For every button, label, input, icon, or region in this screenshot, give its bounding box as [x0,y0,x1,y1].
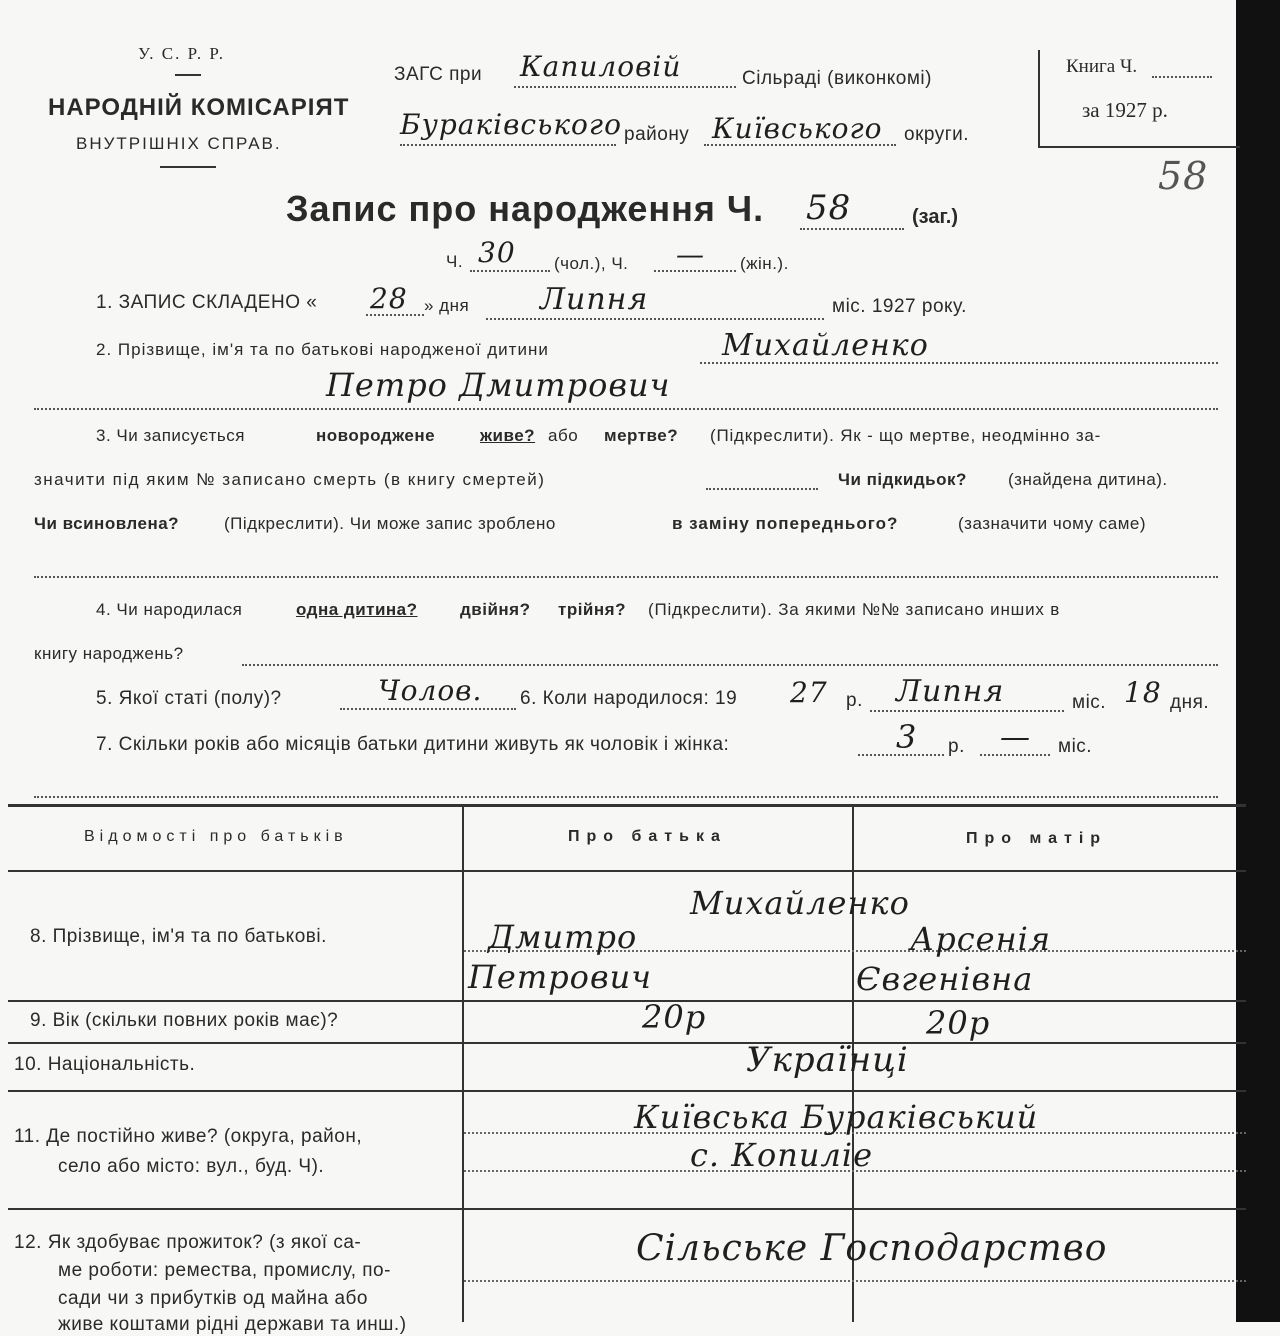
birth-month: Липня [896,674,1005,709]
item6-month-suffix: міс. [1072,692,1107,713]
female-dots [654,270,736,272]
page-number: 58 [1158,154,1209,198]
item3-l3-b: (Підкреслити). Чи може запис зроблено [224,514,556,533]
item3-l1-e: мертве? [604,426,679,445]
item7-years-dots [858,754,944,756]
birth-year: 27 [790,676,828,709]
female-number: — [676,238,705,271]
record-title-suffix: (заг.) [912,206,959,228]
mother-name: Арсенія [910,920,1052,958]
item5-dots [340,708,516,710]
item3-l2-b: Чи підкидьок? [838,470,967,489]
okrug-dots [704,144,896,146]
district-label: району [624,124,690,145]
table-top-rule [8,804,1246,807]
child-surname: Михайленко [722,328,929,363]
item4-dots [242,664,1218,666]
row9-rule [8,1042,1246,1044]
item3-dots [34,576,1218,578]
ussr-label: У. С. Р. Р. [138,44,226,63]
row12-inner-dots [464,1280,1246,1282]
marriage-months: — [1000,720,1031,755]
mother-patronymic: Євгенівна [856,960,1034,998]
mother-age: 20р [926,1004,991,1042]
district-value: Бураківського [400,108,622,141]
father-patronymic: Петрович [468,958,653,996]
row9-label: 9. Вік (скільки повних років має)? [30,1010,339,1031]
father-age: 20р [642,998,707,1036]
item4-l1-a: 4. Чи народилася [96,600,243,619]
item3-l1-b: новороджене [316,426,436,445]
item4-l1-d: трійня? [558,600,626,619]
item6-day-suffix: дня. [1170,692,1210,713]
record-number: 58 [806,188,852,228]
item3-l3-a: Чи всиновлена? [34,514,180,533]
item1-month: Липня [540,282,649,317]
item3-l2-dots [706,488,818,490]
row11-label-2: село або місто: вул., буд. Ч). [58,1156,325,1177]
item6-label: 6. Коли народилося: 19 [520,688,738,709]
item7-label: 7. Скільки років або місяців батьки дитини живуть як чоловік і жінка: [96,734,730,755]
item3-l1-d: або [548,426,579,445]
item6-year-suffix: р. [846,690,863,711]
item3-l1-a: 3. Чи записується [96,426,245,445]
department-label: ВНУТРІШНІХ СПРАВ. [76,134,282,153]
child-sex: Чолов. [378,674,483,707]
row8-rule [8,1000,1246,1002]
zags-suffix: Сільраді (виконкомі) [742,68,932,89]
book-label: Книга Ч. [1066,56,1138,77]
child-name: Петро Дмитрович [326,366,671,404]
scan-edge [1236,0,1280,1322]
row11-label-1: 11. Де постійно живе? (округа, район, [14,1126,363,1147]
row12-label-3: сади чи з прибутків од майна або [58,1288,368,1309]
item3-l2-a: значити під яким № записано смерть (в книгу смертей) [34,470,546,489]
item4-one-child: одна дитина? [296,600,418,619]
commissariat-label: НАРОДНІЙ КОМІСАРІЯТ [48,94,350,121]
item3-l2-c: (знайдена дитина). [1008,470,1168,489]
row11-rule [8,1208,1246,1210]
item7-months-dots [980,754,1050,756]
row10-rule [8,1090,1246,1092]
item7-months-suffix: міс. [1058,736,1093,757]
header-mother: Про матір [966,830,1108,847]
parents-surname: Михайленко [690,884,910,922]
row12-label-1: 12. Як здобуває прожиток? (з якої са- [14,1232,362,1253]
female-label: (жін.). [740,254,789,273]
row10-label: 10. Національність. [14,1054,196,1075]
item1-tail: міс. 1927 року. [832,296,967,317]
item5-label: 5. Якої статі (полу)? [96,688,282,709]
table-header-rule [8,870,1246,872]
item7-dots [34,796,1218,798]
item3-l3-d: (зазначити чому саме) [958,514,1147,533]
item4-l1-c: двійня? [460,600,531,619]
marriage-years: 3 [896,718,918,756]
header-father: Про батька [568,828,727,845]
nationality: Українці [746,1040,909,1080]
record-title: Запис про народження Ч. [286,188,765,229]
district-dots [400,144,616,146]
item4-l2: книгу народжень? [34,644,184,663]
record-number-dots [800,228,904,230]
zags-prefix: ЗАГС при [394,64,483,85]
residence-line-1: Київська Бураківський [634,1098,1039,1136]
item1-day-dots [366,314,424,316]
item2-label: 2. Прізвище, ім'я та по батькові народженої дитини [96,340,549,359]
zags-dots [514,86,736,88]
item3-l1-f: (Підкреслити). Як - що мертве, неодмінно за- [710,426,1102,445]
male-label: (чол.), Ч. [554,254,629,273]
male-number: 30 [478,236,516,269]
sub-prefix: Ч. [446,252,464,271]
birth-day: 18 [1124,676,1162,709]
residence-line-2: с. Копиліе [690,1136,874,1174]
item3-alive: живе? [480,426,536,445]
header-rule [175,74,201,76]
male-dots [470,270,550,272]
item4-l1-e: (Підкреслити). За якими №№ записано инших в [648,600,1061,619]
header-parents-info: Відомості про батьків [84,828,348,845]
item1-label: 1. ЗАПИС СКЛАДЕНО « [96,292,318,313]
row12-label-2: ме роботи: ремества, промислу, по- [58,1260,391,1281]
item2-dots-1 [700,362,1218,364]
item2-dots-2 [34,408,1218,410]
header-rule-2 [160,166,216,168]
table-col-divider-1 [462,806,464,1322]
okrug-label: округи. [904,124,970,145]
item1-month-dots [486,318,824,320]
occupation: Сільське Господарство [636,1228,1108,1269]
item1-day-suffix: » дня [424,296,470,315]
item1-day: 28 [370,282,408,315]
okrug-value: Київського [712,112,883,145]
row8-label: 8. Прізвище, ім'я та по батькові. [30,926,327,947]
item3-l3-c: в заміну попереднього? [672,514,899,533]
row12-label-4: живе коштами рідні держави та инш.) [58,1314,407,1335]
book-dots [1152,76,1212,78]
item6-month-dots [870,710,1064,712]
zags-village: Капиловій [520,50,682,83]
father-name: Дмитро [488,918,638,956]
book-year: за 1927 р. [1082,98,1168,122]
item7-years-suffix: р. [948,736,965,757]
